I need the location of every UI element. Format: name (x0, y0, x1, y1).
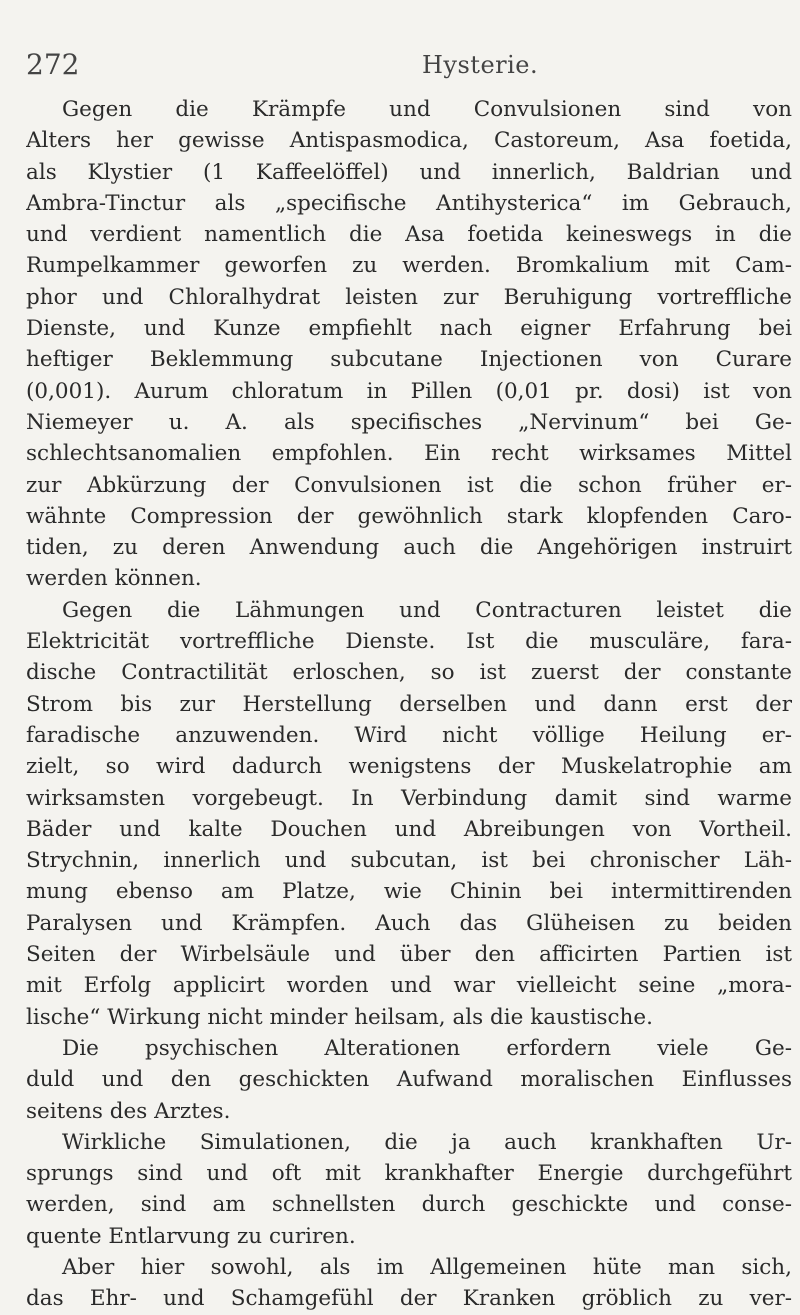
text-line: Rumpelkammer geworfen zu werden. Bromkalium mit Cam- (26, 253, 792, 279)
text-line: phor und Chloralhydrat leisten zur Beruhigung vortreffliche (26, 284, 792, 310)
text-line: Dienste, und Kunze empfiehlt nach eigner Erfahrung bei (26, 316, 792, 342)
text-line: werden können. (26, 566, 202, 592)
text-line: wirksamsten vorgebeugt. In Verbindung damit sind warme (26, 785, 792, 811)
text-line: heftiger Beklemmung subcutane Injectionen von Curare (26, 347, 792, 373)
text-line: Niemeyer u. A. als specifisches „Nervinum“ bei Ge- (26, 409, 792, 435)
text-line: (0,001). Aurum chloratum in Pillen (0,01 pr. dosi) ist von (26, 378, 792, 404)
text-line: Elektricität vortreffliche Dienste. Ist die musculäre, fara- (26, 629, 792, 655)
text-line: Seiten der Wirbelsäule und über den afficirten Partien ist (26, 942, 792, 968)
text-line: Wirkliche Simulationen, die ja auch krankhaften Ur- (62, 1129, 792, 1155)
page-header (26, 50, 792, 80)
text-line: als Klystier (1 Kaffeelöffel) und innerlich, Baldrian und (26, 159, 792, 185)
page-number: 272 (26, 48, 80, 81)
text-line: quente Entlarvung zu curiren. (26, 1223, 356, 1249)
text-line: werden, sind am schnellsten durch geschickte und conse- (26, 1192, 792, 1218)
text-line: und verdient namentlich die Asa foetida keineswegs in die (26, 222, 792, 248)
text-line: Alters her gewisse Antispasmodica, Castoreum, Asa foetida, (26, 128, 792, 154)
running-title: Hysterie. (422, 51, 539, 79)
text-line: Aber hier sowohl, als im Allgemeinen hüte man sich, (62, 1254, 792, 1280)
text-line: faradische anzuwenden. Wird nicht völlige Heilung er- (26, 722, 792, 748)
text-line: tiden, zu deren Anwendung auch die Angehörigen instruirt (26, 535, 792, 561)
text-line: lische“ Wirkung nicht minder heilsam, als die kaustische. (26, 1004, 653, 1030)
text-line: Strychnin, innerlich und subcutan, ist bei chronischer Läh- (26, 848, 792, 874)
text-line: zielt, so wird dadurch wenigstens der Muskelatrophie am (26, 754, 792, 780)
text-line: wähnte Compression der gewöhnlich stark klopfenden Caro- (26, 503, 792, 529)
text-line: zur Abkürzung der Convulsionen ist die schon früher er- (26, 472, 792, 498)
text-line: Strom bis zur Herstellung derselben und dann erst der (26, 691, 792, 717)
text-line: seitens des Arztes. (26, 1098, 231, 1124)
text-line: Paralysen und Krämpfen. Auch das Glüheisen zu beiden (26, 910, 792, 936)
text-line: Gegen die Lähmungen und Contracturen leistet die (62, 597, 792, 623)
book-page (26, 0, 792, 1312)
text-line: Bäder und kalte Douchen und Abreibungen von Vortheil. (26, 816, 792, 842)
text-line: das Ehr- und Schamgefühl der Kranken gröblich zu ver- (26, 1286, 792, 1312)
body-text (26, 94, 792, 1315)
text-line: mit Erfolg applicirt worden und war vielleicht seine „mora- (26, 973, 792, 999)
text-line: Die psychischen Alterationen erfordern viele Ge- (62, 1035, 792, 1061)
text-line: duld und den geschickten Aufwand moralischen Einflusses (26, 1067, 792, 1093)
text-line: dische Contractilität erloschen, so ist zuerst der constante (26, 660, 792, 686)
text-line: Ambra-Tinctur als „specifische Antihysterica“ im Gebrauch, (26, 190, 792, 216)
text-line: Gegen die Krämpfe und Convulsionen sind von (62, 97, 792, 122)
text-line: sprungs sind und oft mit krankhafter Energie durchgeführt (26, 1161, 792, 1187)
text-line: schlechtsanomalien empfohlen. Ein recht wirksames Mittel (26, 441, 792, 467)
text-line: mung ebenso am Platze, wie Chinin bei intermittirenden (26, 879, 792, 905)
